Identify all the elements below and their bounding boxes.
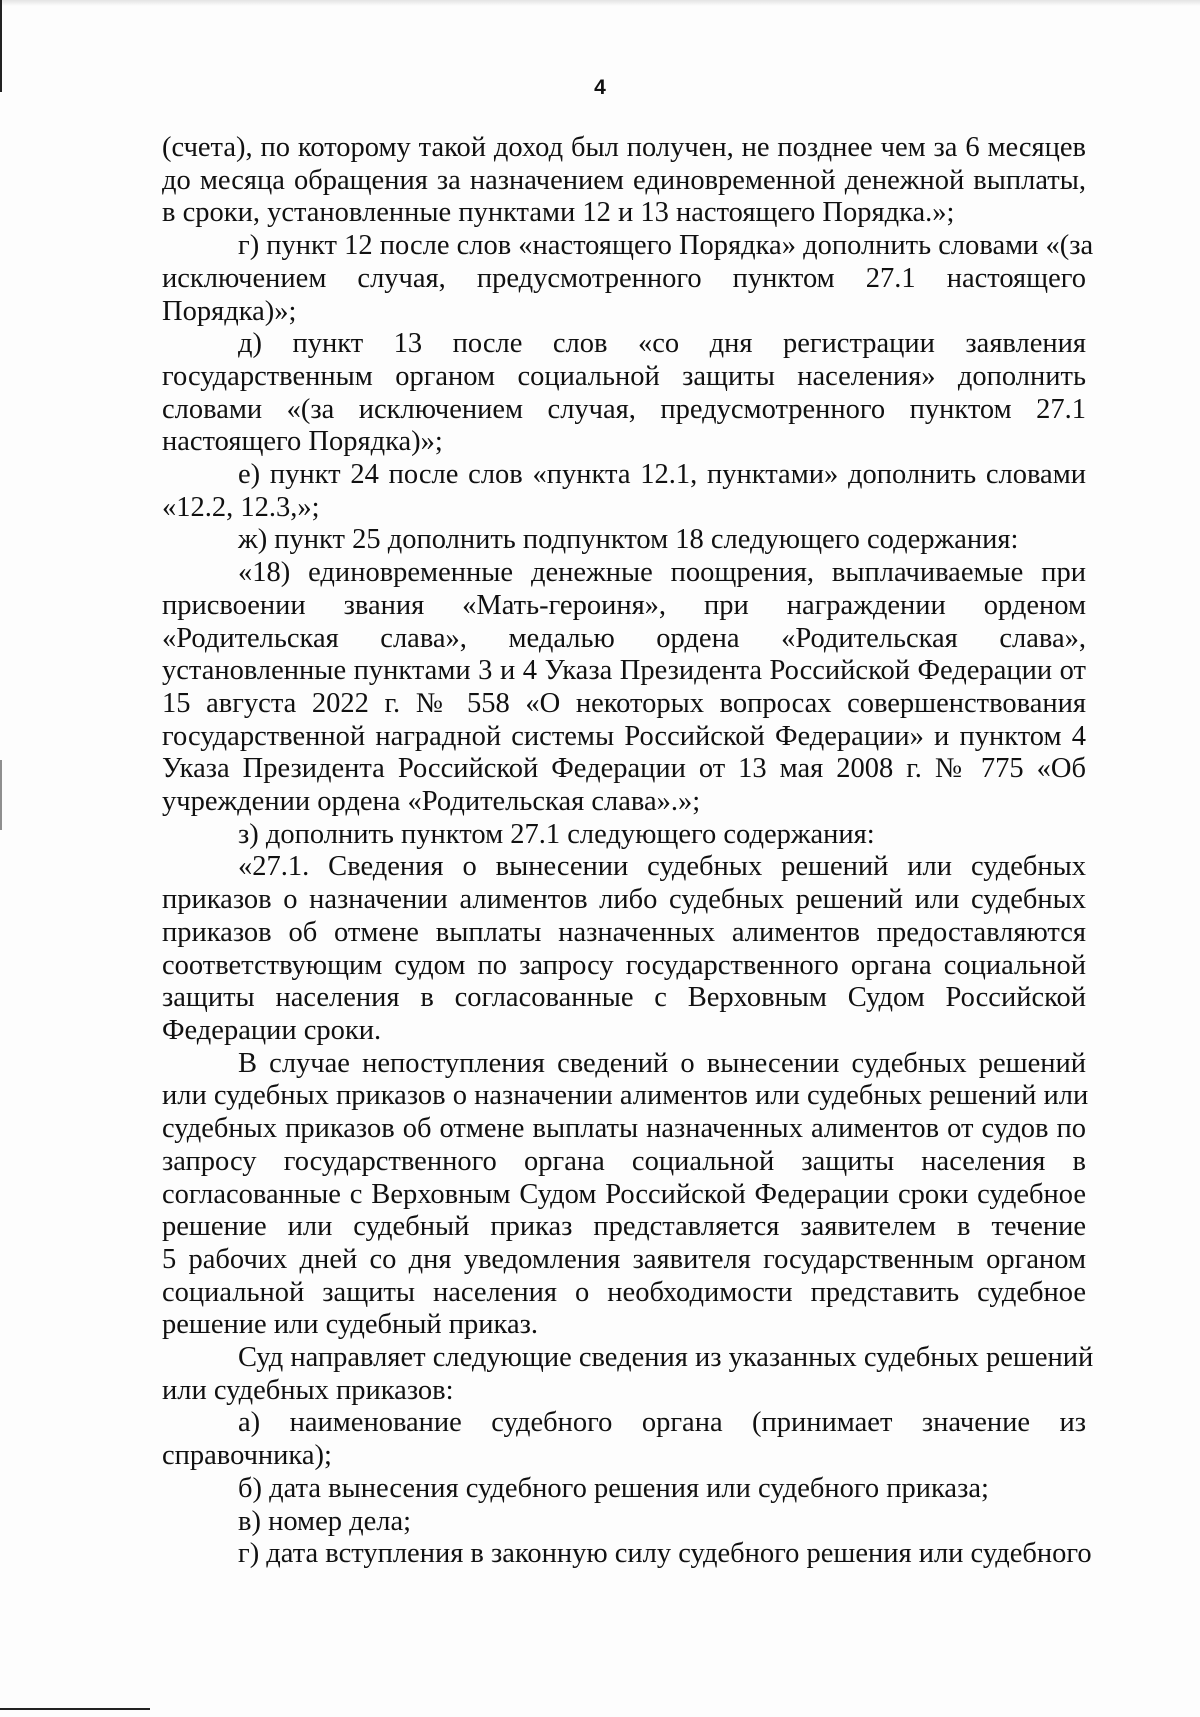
text-line: в) номер дела; xyxy=(238,1505,412,1537)
text-line: Суд направляет следующие сведения из указанных судебных решений xyxy=(238,1342,1094,1374)
text-line: «12.2, 12.3,»; xyxy=(162,491,320,523)
text-line: Указа Президента Российской Федерации от 13 мая 2008 г. № 775 «Об xyxy=(162,753,1086,785)
text-line: «27.1. Сведения о вынесении судебных решений или судебных xyxy=(238,851,1086,883)
text-line: (счета), по которому такой доход был получен, не позднее чем за 6 месяцев xyxy=(162,132,1086,163)
text-line: государственным органом социальной защиты населения» дополнить xyxy=(162,360,1086,392)
text-line: 15 августа 2022 г. № 558 «О некоторых вопросах совершенствования xyxy=(162,687,1086,719)
text-line: защиты населения в согласованные с Верховным Судом Российской xyxy=(162,982,1086,1014)
text-line: социальной защиты населения о необходимости представить судебное xyxy=(162,1276,1086,1308)
text-line: соответствующим судом по запросу государственного органа социальной xyxy=(162,949,1086,981)
text-line: настоящего Порядка)»; xyxy=(162,426,443,458)
scan-top-edge xyxy=(0,0,1200,6)
text-line: учреждении ордена «Родительская слава».»; xyxy=(162,786,701,818)
text-line: В случае непоступления сведений о вынесении судебных решений xyxy=(238,1047,1086,1079)
text-line: справочника); xyxy=(162,1440,332,1472)
text-line: з) дополнить пунктом 27.1 следующего содержания: xyxy=(238,818,875,850)
text-line: запросу государственного органа социальной защиты населения в xyxy=(162,1145,1086,1177)
text-line: в сроки, установленные пунктами 12 и 13 настоящего Порядка.»; xyxy=(162,197,955,229)
text-line: решение или судебный приказ. xyxy=(162,1309,538,1341)
text-line: «18) единовременные денежные поощрения, выплачиваемые при xyxy=(238,557,1086,589)
text-line: до месяца обращения за назначением единовременной денежной выплаты, xyxy=(162,164,1086,196)
text-line: или судебных приказов: xyxy=(162,1374,454,1406)
text-line: е) пункт 24 после слов «пункта 12.1, пунктами» дополнить словами xyxy=(238,459,1086,491)
text-line: приказов о назначении алиментов либо судебных решений или судебных xyxy=(162,884,1086,916)
text-line: исключением случая, предусмотренного пунктом 27.1 настоящего xyxy=(162,262,1086,294)
page-number: 4 xyxy=(594,76,606,99)
text-line: приказов об отмене выплаты назначенных алиментов предоставляются xyxy=(162,916,1086,948)
scan-edge-left-mark xyxy=(0,760,2,830)
text-line: Федерации сроки. xyxy=(162,1014,382,1046)
text-line: г) пункт 12 после слов «настоящего Порядка» дополнить словами «(за xyxy=(238,230,1094,262)
document-body xyxy=(162,132,1094,1571)
text-line: решение или судебный приказ представляется заявителем в течение xyxy=(162,1211,1086,1243)
text-line: д) пункт 13 после слов «со дня регистрации заявления xyxy=(238,328,1086,360)
text-line: а) наименование судебного органа (принимает значение из xyxy=(238,1407,1086,1439)
text-line: «Родительская слава», медалью ордена «Родительская слава», xyxy=(162,622,1086,654)
text-line: установленные пунктами 3 и 4 Указа Президента Российской Федерации от xyxy=(162,655,1086,687)
text-line: словами «(за исключением случая, предусмотренного пунктом 27.1 xyxy=(162,393,1086,425)
text-line: согласованные с Верховным Судом Российской Федерации сроки судебное xyxy=(162,1178,1086,1210)
text-line: 5 рабочих дней со дня уведомления заявителя государственным органом xyxy=(162,1243,1086,1275)
text-line: б) дата вынесения судебного решения или судебного приказа; xyxy=(238,1472,989,1504)
scan-edge-bottom-mark xyxy=(0,1708,150,1710)
text-line: присвоении звания «Мать-героиня», при награждении орденом xyxy=(162,589,1086,621)
text-line: г) дата вступления в законную силу судебного решения или судебного xyxy=(238,1538,1092,1570)
text-line: ж) пункт 25 дополнить подпунктом 18 следующего содержания: xyxy=(238,524,1019,556)
text-line: судебных приказов об отмене выплаты назначенных алиментов от судов по xyxy=(162,1113,1086,1145)
text-line: Порядка)»; xyxy=(162,295,297,327)
text-line: государственной наградной системы Российской Федерации» и пунктом 4 xyxy=(162,720,1086,752)
text-line: или судебных приказов о назначении алиментов или судебных решений или xyxy=(162,1080,1089,1112)
